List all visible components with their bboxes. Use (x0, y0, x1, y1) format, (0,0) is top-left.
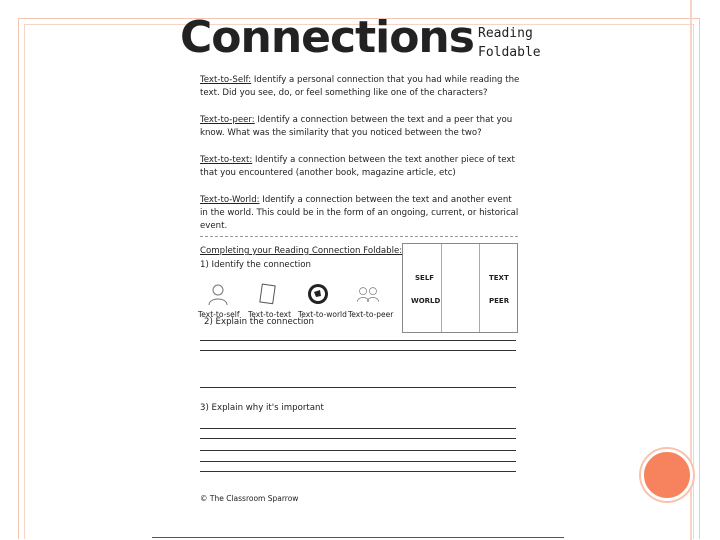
bottom-rule (152, 537, 564, 538)
section-text: Identify a personal connection that you had while reading the text. Did you see, do, or feel something like one of the characters? (200, 75, 520, 98)
writing-line (200, 450, 516, 451)
fold-word-world: WORLD (411, 297, 441, 305)
dashed-divider (200, 236, 518, 237)
section-label: Text-to-World: (200, 195, 260, 205)
subtitle-line2: Foldable (478, 45, 541, 60)
writing-line (200, 350, 516, 351)
section-text-to-world (200, 194, 520, 233)
writing-line (200, 387, 516, 388)
section-text-to-peer (200, 114, 520, 140)
fold-panel-left (403, 244, 442, 332)
writing-line (200, 438, 516, 439)
section-label: Text-to-text: (200, 155, 253, 165)
step-3: 3) Explain why it's important (200, 403, 324, 413)
title-connections: Connections (180, 12, 474, 63)
fold-panel-middle (441, 244, 480, 332)
writing-line (200, 471, 516, 472)
worksheet (180, 10, 541, 510)
icon-label: Text-to-self (198, 310, 240, 319)
section-text-to-self (200, 74, 520, 100)
writing-line (200, 428, 516, 429)
icon-label: Text-to-world (298, 310, 347, 319)
globe-icon (306, 282, 330, 306)
completing-heading: Completing your Reading Connection Foldable: (200, 246, 403, 256)
decorative-circle (641, 449, 693, 501)
fold-word-peer: PEER (489, 297, 510, 305)
icon-label: Text-to-text (248, 310, 292, 319)
section-text: Identify a connection between the text and another event in the world. This could be in the form of an ongoing, current, or historical event. (200, 195, 519, 231)
slide-right-bar (690, 0, 692, 540)
copyright-footer: © The Classroom Sparrow (200, 494, 299, 503)
section-text: Identify a connection between the text another piece of text that you encountered (another book, magazine article, etc) (200, 155, 515, 178)
subtitle-line1: Reading (478, 26, 533, 41)
section-text-to-text (200, 154, 520, 180)
fold-word-self: SELF (415, 274, 435, 282)
worksheet-title (180, 10, 541, 70)
foldable-diagram (402, 243, 518, 333)
section-text: Identify a connection between the text and a peer that you know. What was the similarity that you noticed between the two? (200, 115, 513, 138)
section-label: Text-to-Self: (200, 75, 252, 85)
fold-word-text: TEXT (489, 274, 509, 282)
book-icon (256, 282, 280, 306)
step-1: 1) Identify the connection (200, 260, 311, 270)
writing-line (200, 461, 516, 462)
icon-label: Text-to-peer (348, 310, 394, 319)
title-subtitle (478, 24, 541, 62)
step-2: 2) Explain the connection (204, 317, 314, 327)
section-label: Text-to-peer: (200, 115, 255, 125)
person-icon (206, 282, 230, 306)
two-people-icon (356, 282, 380, 306)
writing-line (200, 340, 516, 341)
